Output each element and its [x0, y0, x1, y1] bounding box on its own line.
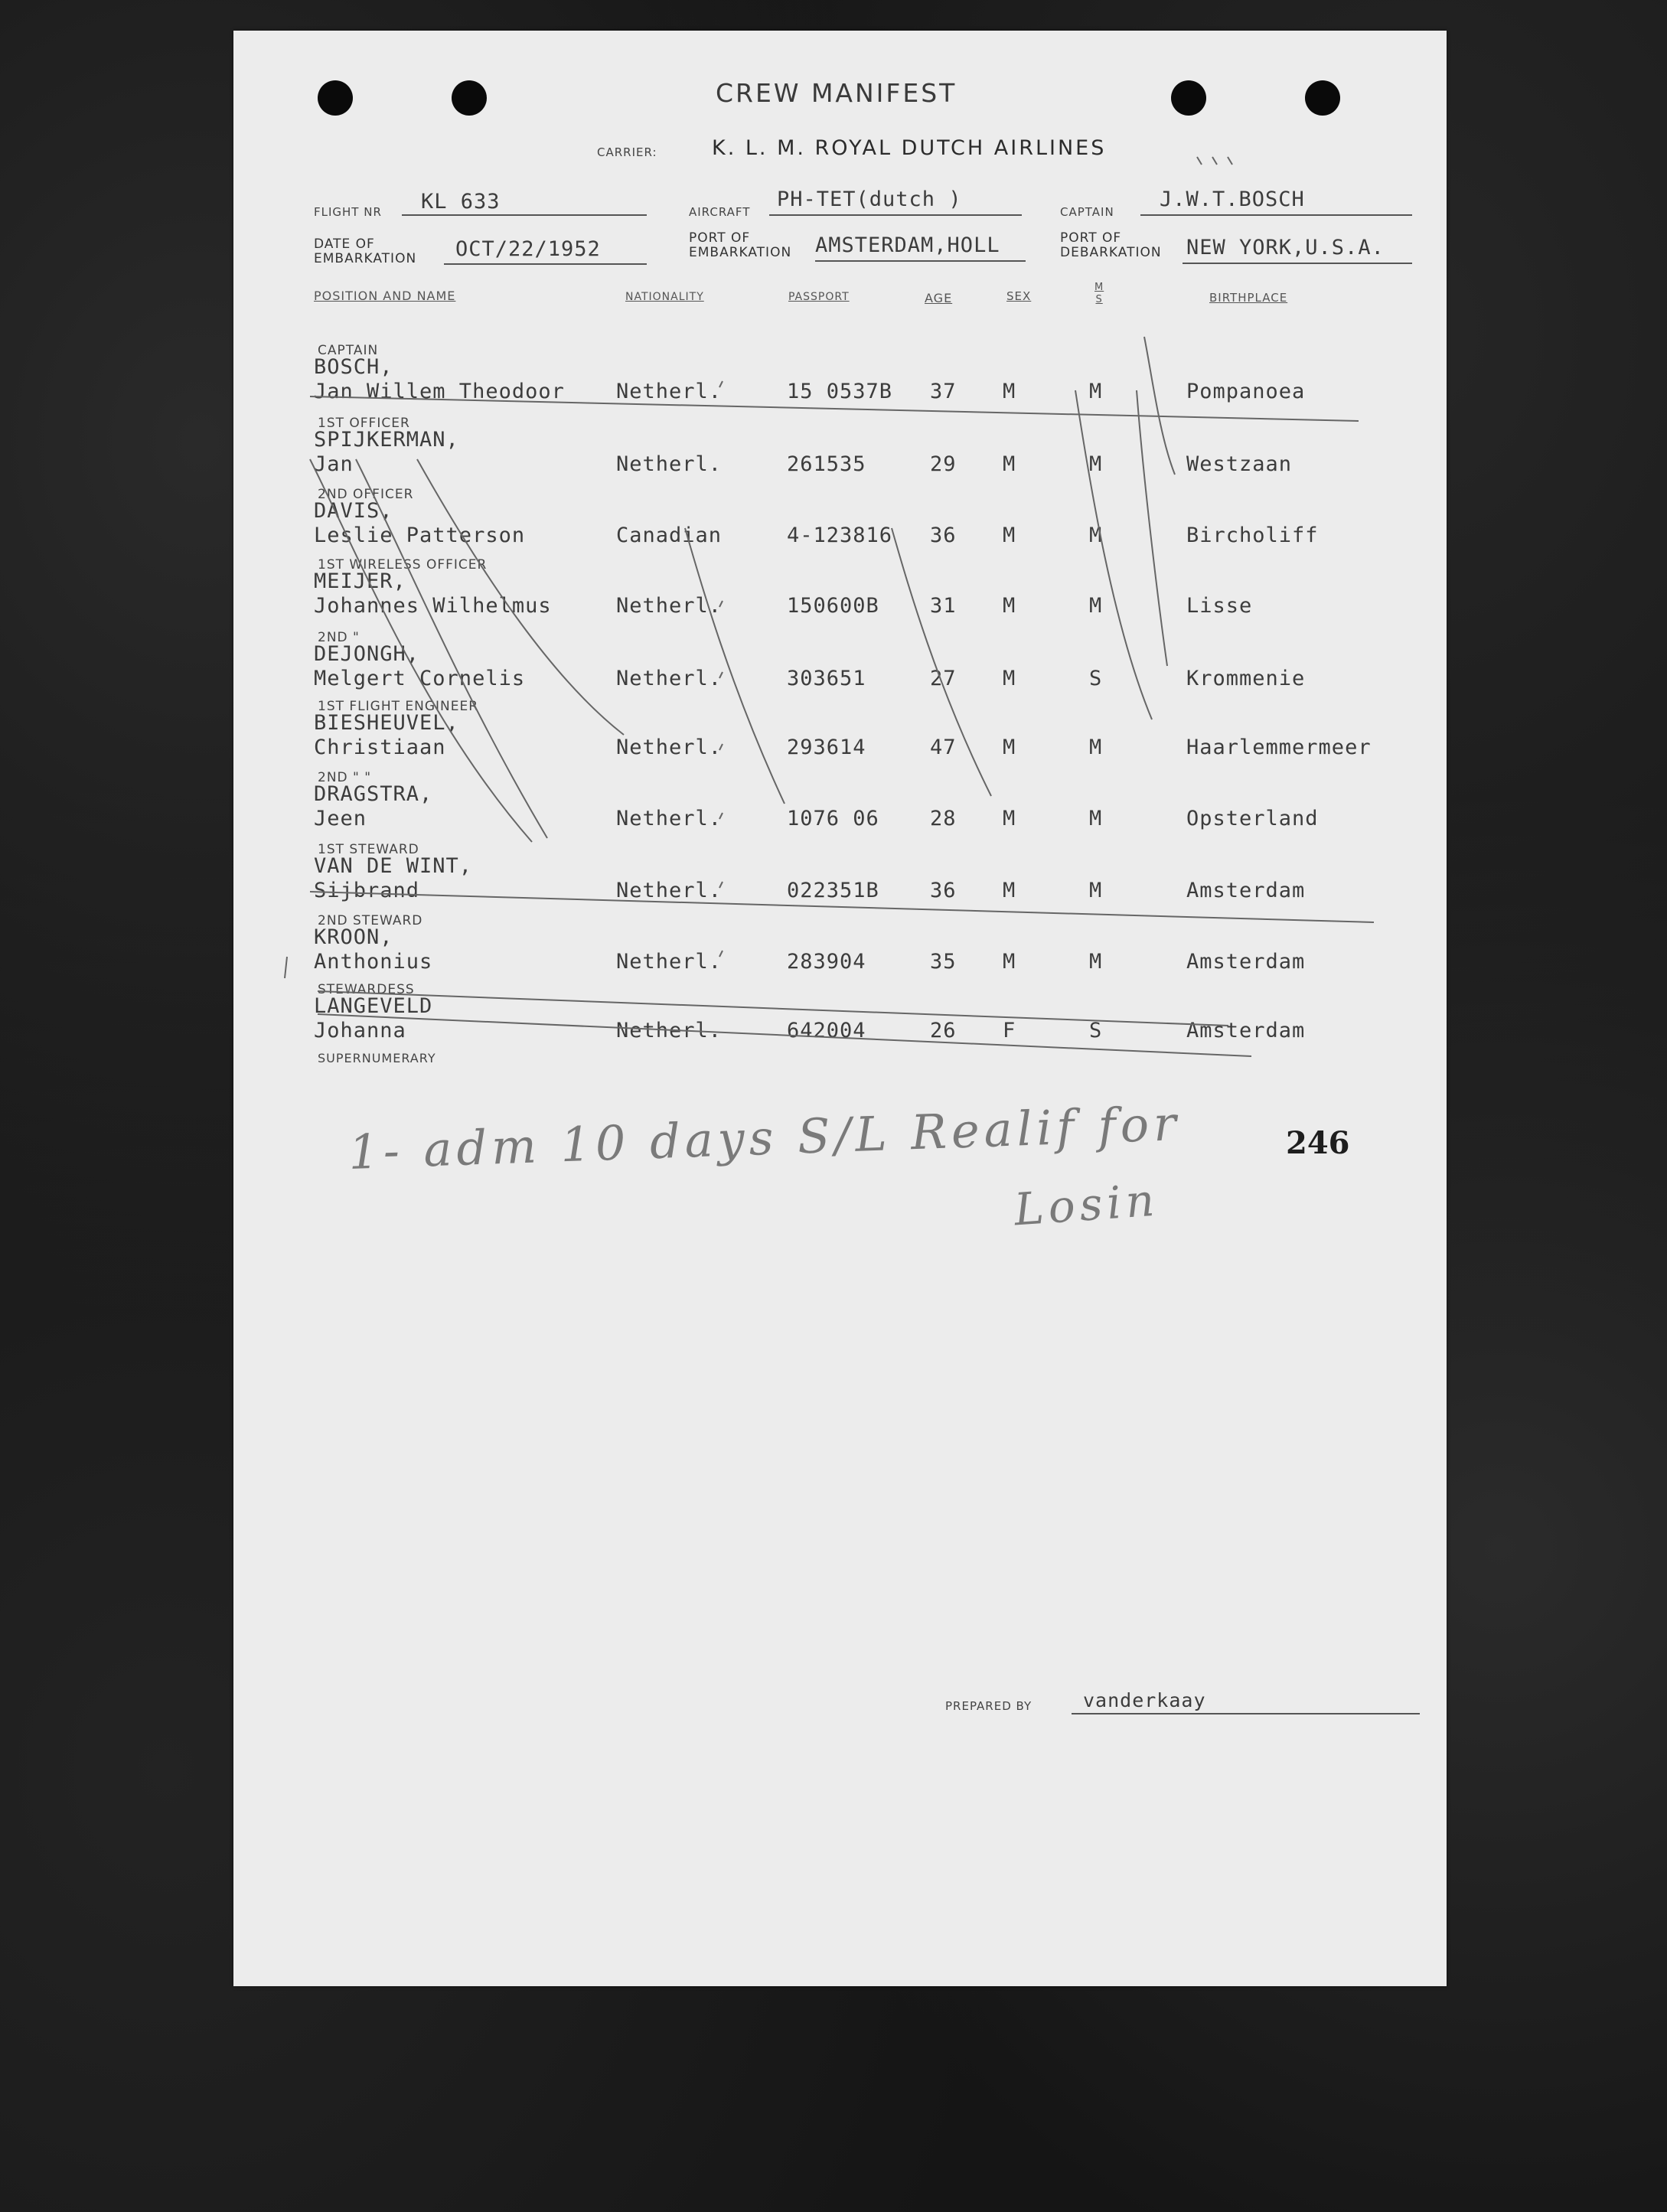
crew-birthplace: Amsterdam [1186, 879, 1306, 902]
crew-ms: M [1089, 807, 1103, 830]
flight-no-value: KL 633 [421, 190, 501, 214]
col-ms [1094, 282, 1104, 306]
crew-given-name: Johanna [314, 1019, 406, 1042]
date-label [314, 237, 416, 266]
crew-birthplace: Westzaan [1186, 452, 1293, 476]
crew-birthplace: Amsterdam [1186, 950, 1306, 974]
col-birthplace: BIRTHPLACE [1209, 291, 1288, 305]
crew-surname: BOSCH, [314, 355, 393, 379]
crew-position: CAPTAIN [318, 343, 379, 358]
aircraft-value: PH-TET(dutch ) [777, 188, 962, 211]
crew-passport: 283904 [787, 950, 866, 974]
carrier-label: CARRIER: [597, 145, 657, 159]
aircraft-underline [769, 214, 1022, 216]
captain-value: J.W.T.BOSCH [1160, 188, 1305, 211]
captain-underline [1140, 214, 1412, 216]
crew-given-name: Christiaan [314, 736, 446, 759]
crew-surname: SPIJKERMAN, [314, 428, 459, 452]
crew-given-name: Jeen [314, 807, 367, 830]
punch-hole [452, 80, 487, 116]
crew-age: 27 [930, 667, 957, 690]
punch-hole [318, 80, 353, 116]
crew-sex: M [1003, 524, 1016, 547]
crew-passport: 4-123816 [787, 524, 893, 547]
stamp-number: 246 [1286, 1125, 1350, 1161]
col-passport: PASSPORT [788, 291, 850, 303]
crew-sex: M [1003, 452, 1016, 476]
crew-age: 29 [930, 452, 957, 476]
crew-nationality: Netherl. [616, 736, 723, 759]
crew-age: 31 [930, 594, 957, 618]
crew-ms: S [1089, 1019, 1103, 1042]
col-age: AGE [925, 291, 953, 305]
crew-ms: M [1089, 736, 1103, 759]
crew-surname: DEJONGH, [314, 642, 420, 666]
crew-nationality: Netherl. [616, 807, 723, 830]
crew-ms: M [1089, 452, 1103, 476]
date-label-line1: DATE OF [314, 237, 375, 252]
crew-birthplace: Amsterdam [1186, 1019, 1306, 1042]
crew-position: STEWARDESS [318, 982, 415, 997]
crew-ms: M [1089, 594, 1103, 618]
punch-hole [1305, 80, 1340, 116]
crew-nationality: Canadian [616, 524, 723, 547]
handwritten-note: 1- adm 10 days S/L Realif for [347, 1095, 1182, 1180]
crew-given-name: Sijbrand [314, 879, 420, 902]
crew-ms: S [1089, 667, 1103, 690]
crew-birthplace: Haarlemmermeer [1186, 736, 1372, 759]
crew-position: 1ST STEWARD [318, 842, 419, 857]
crew-ms: M [1089, 524, 1103, 547]
crew-sex: M [1003, 380, 1016, 403]
pencil-stroke [1075, 390, 1152, 719]
port-deb-value: NEW YORK,U.S.A. [1186, 236, 1385, 259]
crew-nationality: Netherl. [616, 452, 723, 476]
port-emb-label-line2: EMBARKATION [689, 245, 792, 260]
crew-surname: DAVIS, [314, 499, 393, 523]
flight-no-label: FLIGHT NR [314, 205, 382, 219]
handwritten-signature: Losin [1012, 1173, 1161, 1236]
prepared-by-underline [1072, 1713, 1420, 1714]
manifest-page [233, 31, 1447, 1986]
crew-age: 36 [930, 524, 957, 547]
crew-passport: 293614 [787, 736, 866, 759]
captain-label: CAPTAIN [1060, 205, 1114, 219]
col-nationality: NATIONALITY [625, 291, 704, 303]
crew-position: 2ND STEWARD [318, 913, 423, 928]
crew-nationality: Netherl. [616, 667, 723, 690]
crew-surname: LANGEVELD [314, 994, 433, 1018]
crew-position: 2ND " [318, 630, 360, 645]
crew-position: 1ST OFFICER [318, 416, 410, 431]
prepared-by-value: vanderkaay [1083, 1689, 1206, 1711]
port-emb-underline [815, 260, 1026, 262]
flight-no-underline [402, 214, 647, 216]
crew-birthplace: Pompanoea [1186, 380, 1306, 403]
crew-position: 2ND OFFICER [318, 487, 414, 502]
crew-age: 26 [930, 1019, 957, 1042]
crew-passport: 150600B [787, 594, 879, 618]
tick-mark [1197, 157, 1232, 165]
port-emb-label [689, 231, 791, 260]
crew-birthplace: Lisse [1186, 594, 1253, 618]
crew-position: 2ND " " [318, 770, 372, 785]
crew-sex: M [1003, 950, 1016, 974]
crew-sex: M [1003, 736, 1016, 759]
strike-line [318, 1014, 1251, 1056]
crew-given-name: Leslie Patterson [314, 524, 526, 547]
crew-surname: BIESHEUVEL, [314, 711, 459, 735]
crew-position: 1ST WIRELESS OFFICER [318, 557, 488, 573]
punch-hole [1171, 80, 1206, 116]
crew-surname: MEIJER, [314, 569, 406, 593]
date-value: OCT/22/1952 [455, 237, 601, 261]
col-ms-top: M [1094, 282, 1104, 293]
crew-ms: M [1089, 950, 1103, 974]
crew-passport: 022351B [787, 879, 879, 902]
crew-surname: KROON, [314, 925, 393, 949]
supernumerary-label: SUPERNUMERARY [318, 1051, 436, 1065]
crew-age: 28 [930, 807, 957, 830]
crew-ms: M [1089, 380, 1103, 403]
col-position-name: POSITION AND NAME [314, 289, 456, 303]
crew-ms: M [1089, 879, 1103, 902]
crew-sex: F [1003, 1019, 1016, 1042]
col-ms-bottom: S [1095, 294, 1103, 305]
crew-passport: 642004 [787, 1019, 866, 1042]
port-deb-underline [1183, 263, 1412, 264]
date-underline [444, 263, 647, 265]
port-deb-label [1060, 231, 1162, 260]
pencil-stroke [1144, 337, 1175, 475]
crew-age: 37 [930, 380, 957, 403]
crew-surname: DRAGSTRA, [314, 782, 433, 806]
crew-sex: M [1003, 879, 1016, 902]
port-deb-label-line2: DEBARKATION [1060, 245, 1162, 260]
crew-age: 47 [930, 736, 957, 759]
crew-birthplace: Bircholiff [1186, 524, 1319, 547]
port-emb-value: AMSTERDAM,HOLL [815, 233, 1000, 257]
crew-birthplace: Krommenie [1186, 667, 1306, 690]
crew-given-name: Anthonius [314, 950, 433, 974]
crew-passport: 15 0537B [787, 380, 893, 403]
crew-nationality: Netherl. [616, 950, 723, 974]
crew-nationality: Netherl. [616, 594, 723, 618]
carrier-value: K. L. M. ROYAL DUTCH AIRLINES [712, 136, 1107, 160]
crew-passport: 1076 06 [787, 807, 879, 830]
aircraft-label: AIRCRAFT [689, 205, 751, 219]
col-sex: SEX [1006, 289, 1032, 303]
crew-given-name: Johannes Wilhelmus [314, 594, 552, 618]
crew-age: 35 [930, 950, 957, 974]
crew-position: 1ST FLIGHT ENGINEER [318, 699, 479, 714]
crew-sex: M [1003, 807, 1016, 830]
page-title: CREW MANIFEST [716, 78, 957, 108]
crew-surname: VAN DE WINT, [314, 854, 473, 878]
port-emb-label-line1: PORT OF [689, 230, 751, 246]
crew-nationality: Netherl. [616, 879, 723, 902]
crew-nationality: Netherl. [616, 380, 723, 403]
crew-sex: M [1003, 594, 1016, 618]
crew-passport: 303651 [787, 667, 866, 690]
crew-given-name: Jan Willem Theodoor [314, 380, 565, 403]
crew-birthplace: Opsterland [1186, 807, 1319, 830]
crew-sex: M [1003, 667, 1016, 690]
crew-passport: 261535 [787, 452, 866, 476]
pencil-stroke [685, 528, 785, 804]
date-label-line2: EMBARKATION [314, 251, 417, 266]
port-deb-label-line1: PORT OF [1060, 230, 1122, 246]
tick-mark [285, 957, 287, 978]
prepared-by-label: PREPARED BY [945, 1699, 1032, 1713]
crew-age: 36 [930, 879, 957, 902]
crew-nationality: Netherl. [616, 1019, 723, 1042]
pencil-stroke [1137, 390, 1167, 666]
crew-given-name: Melgert Cornelis [314, 667, 526, 690]
crew-given-name: Jan [314, 452, 354, 476]
